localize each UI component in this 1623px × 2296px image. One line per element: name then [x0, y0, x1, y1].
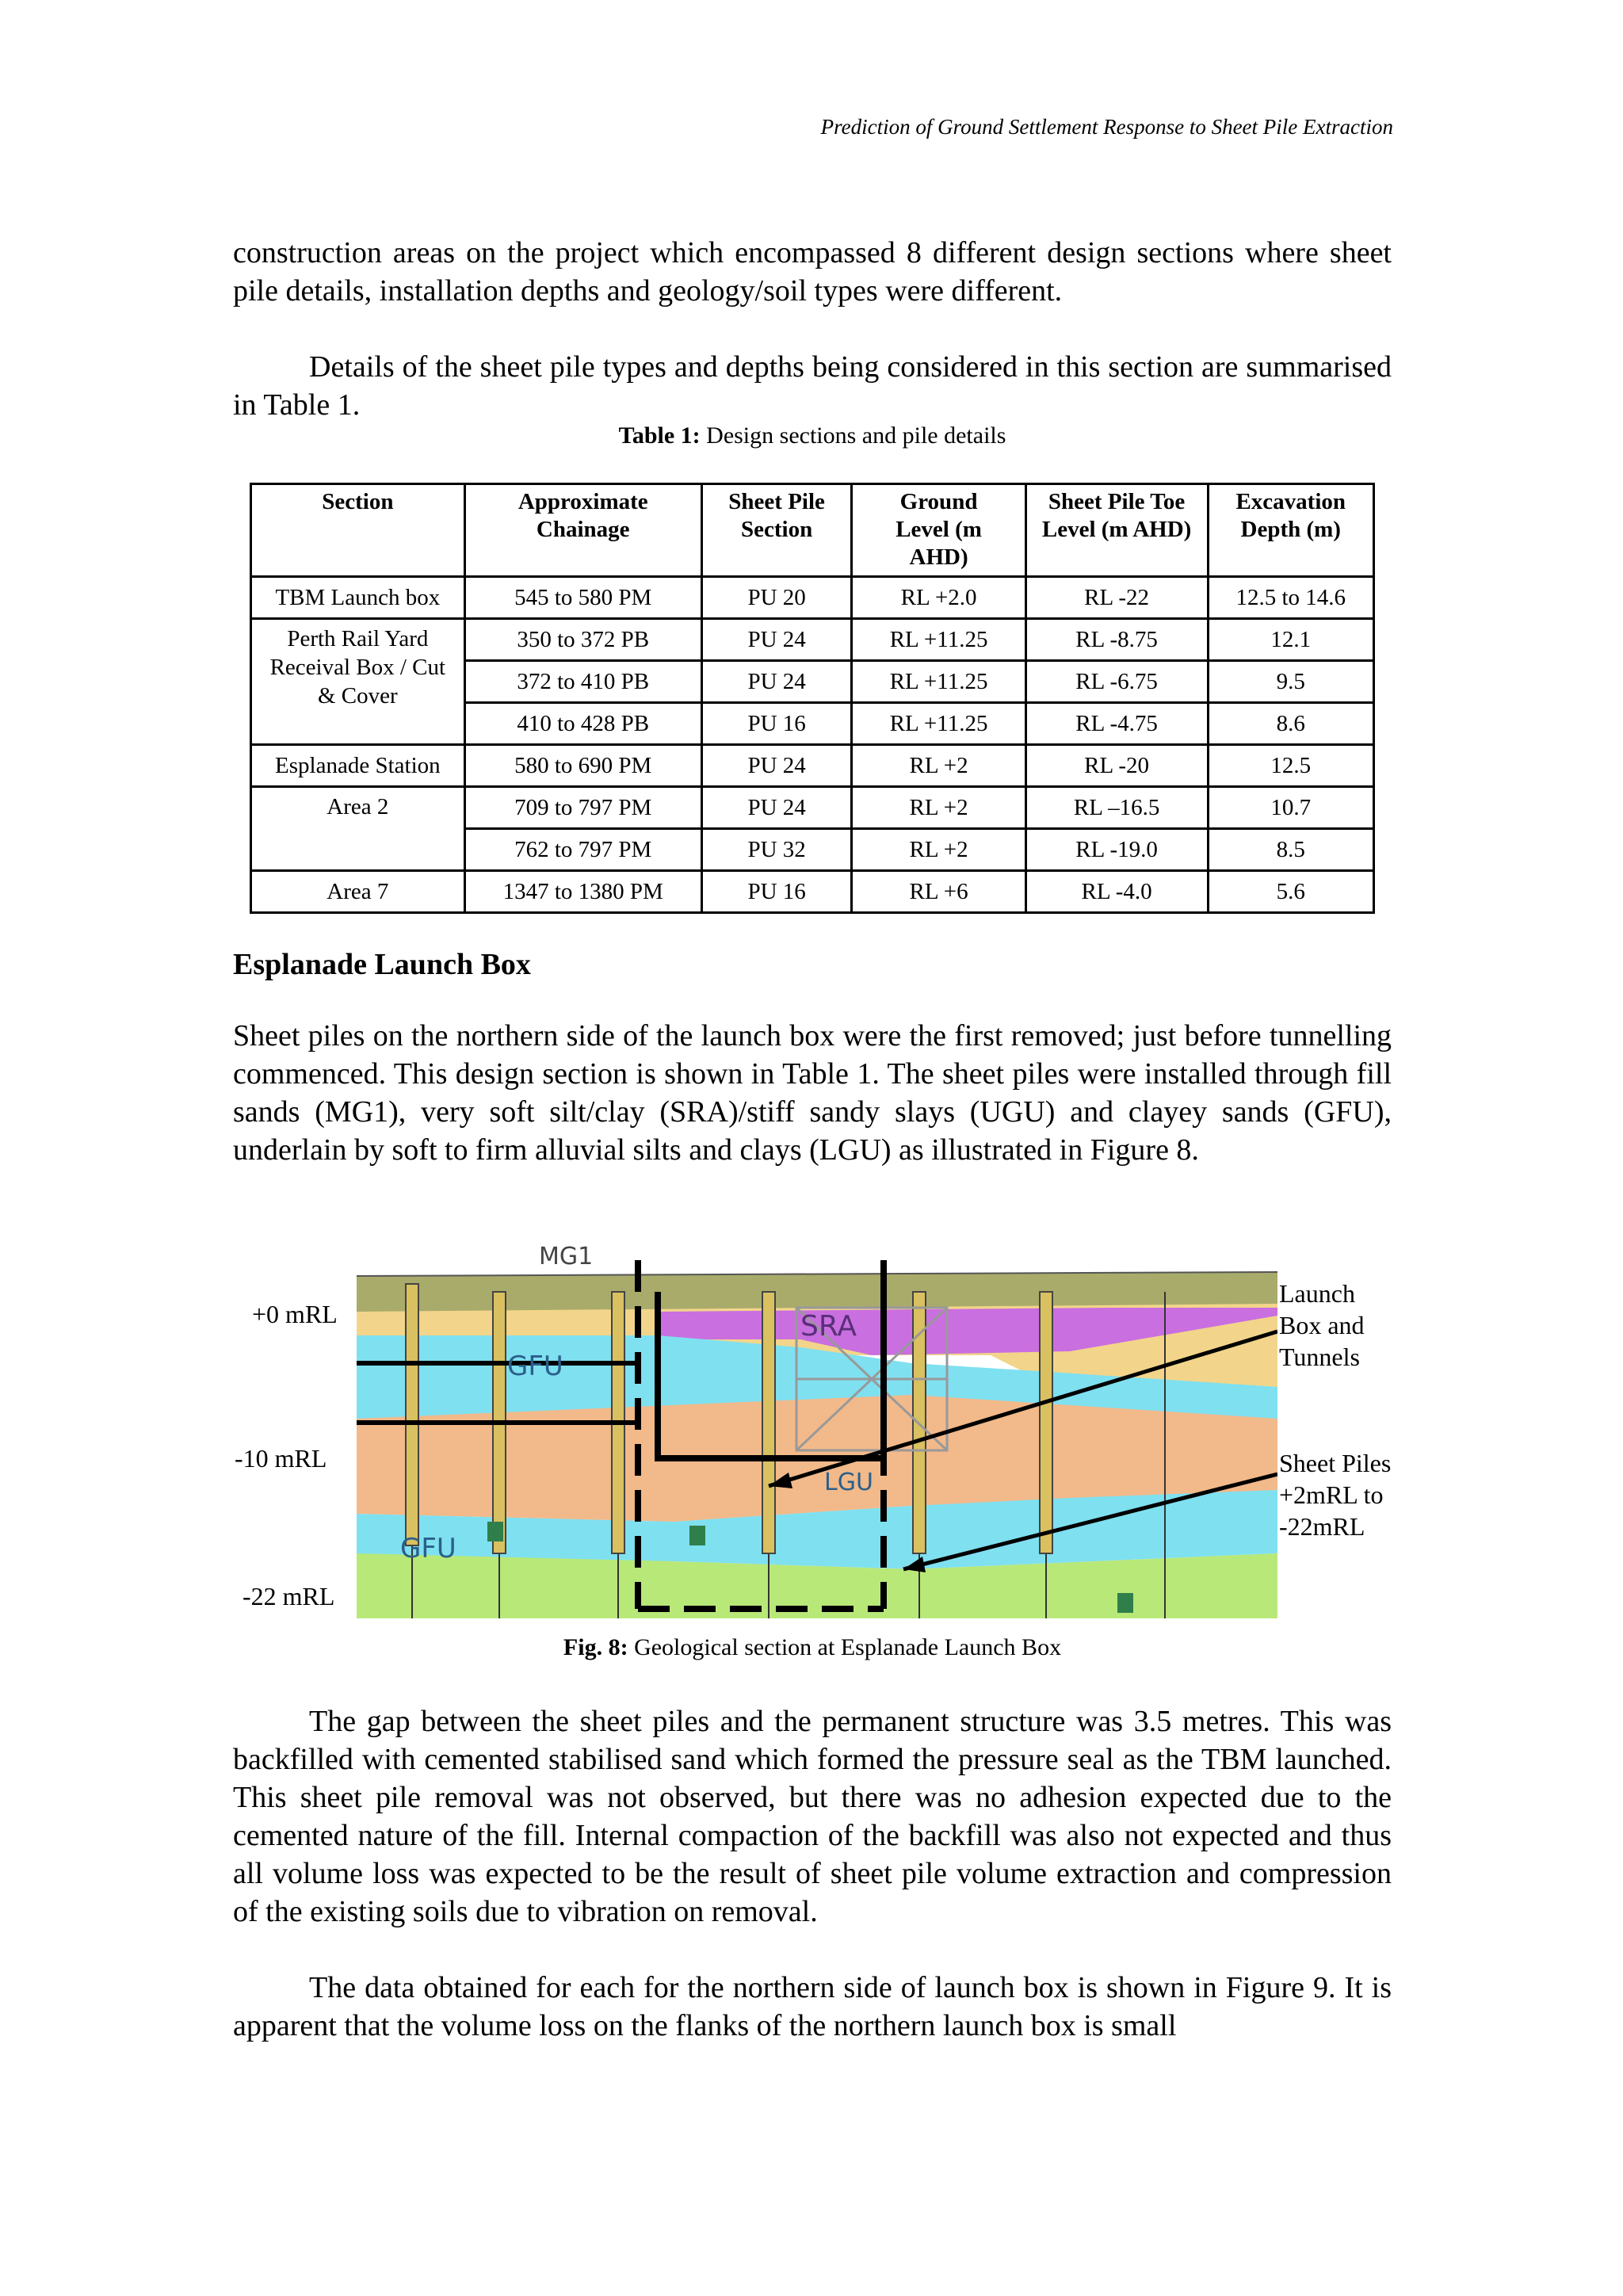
geological-section-figure	[357, 1236, 1277, 1618]
cell-chainage: 350 to 372 PB	[464, 619, 701, 661]
pile-green-block	[487, 1522, 503, 1541]
cell-section: Area 7	[251, 871, 465, 913]
table-row	[251, 577, 1374, 619]
paragraph-4: The gap between the sheet piles and the permanent structure was 3.5 metres. This was backfilled with cemented stabilised sand which formed the pressure seal as the TBM launched. This sheet pile removal was not observed, but there was no adhesion expected due to the cemented nature of the fill. Internal compaction of the backfill was also not expected and thus all volume loss was expected to be the result of sheet pile volume extraction and compression of the existing soils due to vibration on removal.	[233, 1705, 1392, 1928]
design-sections-table	[250, 483, 1375, 914]
column-header-text: Approximate Chainage	[517, 489, 648, 542]
cell-ground: RL +11.25	[852, 703, 1025, 745]
annotation-line: Tunnels	[1279, 1343, 1360, 1371]
cell-depth: 12.5 to 14.6	[1208, 577, 1374, 619]
cell-chainage: 1347 to 1380 PM	[464, 871, 701, 913]
column-header	[464, 484, 701, 577]
table-row	[251, 871, 1374, 913]
table-caption-label: Table 1:	[618, 422, 701, 449]
unit-label-mg1: MG1	[539, 1243, 594, 1270]
annotation-sheet-piles	[1279, 1447, 1391, 1542]
column-header-text: Excavation Depth (m)	[1235, 489, 1346, 542]
table-row	[251, 745, 1374, 787]
cell-depth: 12.1	[1208, 619, 1374, 661]
unit-label-gfu: GFU	[507, 1350, 563, 1382]
cell-pile: PU 24	[701, 745, 852, 787]
level-label-22: -22 mRL	[242, 1582, 335, 1610]
cell-depth: 8.5	[1208, 829, 1374, 871]
cell-depth: 10.7	[1208, 787, 1374, 829]
annotation-line: Launch	[1279, 1279, 1355, 1308]
cell-pile: PU 20	[701, 577, 852, 619]
table-row	[251, 787, 1374, 829]
cell-pile: PU 24	[701, 661, 852, 703]
cell-chainage: 762 to 797 PM	[464, 829, 701, 871]
cell-pile: PU 32	[701, 829, 852, 871]
cell-chainage: 372 to 410 PB	[464, 661, 701, 703]
column-header-text: Sheet Pile Section	[728, 489, 825, 542]
cell-ground: RL +11.25	[852, 619, 1025, 661]
level-label-0: +0 mRL	[252, 1300, 338, 1328]
unit-label-gfu-lower: GFU	[400, 1533, 456, 1564]
pile-column	[762, 1292, 775, 1553]
cell-ground: RL +6	[852, 871, 1025, 913]
cell-section-text: Perth Rail Yard Receival Box / Cut & Cover	[269, 626, 446, 709]
cell-section: TBM Launch box	[251, 577, 465, 619]
annotation-launch-box	[1279, 1278, 1365, 1373]
cell-chainage: 580 to 690 PM	[464, 745, 701, 787]
cell-toe: RL -19.0	[1025, 829, 1208, 871]
column-header-text: Ground Level (m AHD)	[896, 489, 982, 570]
cell-toe: RL -4.0	[1025, 871, 1208, 913]
running-header: Prediction of Ground Settlement Response to Sheet Pile Extraction	[820, 115, 1393, 139]
cell-pile: PU 16	[701, 703, 852, 745]
cell-section: Esplanade Station	[251, 745, 465, 787]
column-header: Section	[251, 484, 465, 577]
paragraph-1: construction areas on the project which encompassed 8 different design sections where sheet pile details, installation depths and geology/soil types were different.	[233, 236, 1392, 308]
column-header	[701, 484, 852, 577]
table-caption-text: Design sections and pile details	[700, 422, 1006, 449]
cell-pile: PU 24	[701, 787, 852, 829]
cell-section	[251, 619, 465, 745]
pile-green-block	[1117, 1593, 1133, 1613]
table-header-row	[251, 484, 1374, 577]
cell-chainage: 709 to 797 PM	[464, 787, 701, 829]
unit-label-sra: SRA	[800, 1310, 857, 1343]
table-caption	[233, 422, 1392, 449]
figure-caption	[233, 1634, 1392, 1661]
cell-toe: RL -6.75	[1025, 661, 1208, 703]
level-label-10: -10 mRL	[235, 1444, 327, 1473]
cell-ground: RL +2.0	[852, 577, 1025, 619]
cell-toe: RL -20	[1025, 745, 1208, 787]
annotation-line: Box and	[1279, 1311, 1365, 1339]
cell-toe: RL -8.75	[1025, 619, 1208, 661]
cell-chainage: 410 to 428 PB	[464, 703, 701, 745]
column-header	[852, 484, 1025, 577]
cell-pile: PU 24	[701, 619, 852, 661]
cell-chainage: 545 to 580 PM	[464, 577, 701, 619]
cell-ground: RL +2	[852, 787, 1025, 829]
cell-toe: RL -22	[1025, 577, 1208, 619]
unit-label-lgu: LGU	[824, 1469, 873, 1496]
cell-ground: RL +11.25	[852, 661, 1025, 703]
pile-green-block	[689, 1526, 705, 1545]
annotation-line: -22mRL	[1279, 1512, 1365, 1541]
cell-depth: 9.5	[1208, 661, 1374, 703]
cell-section: Area 2	[251, 787, 465, 871]
figure-caption-label: Fig. 8:	[563, 1634, 628, 1660]
paragraph-2: Details of the sheet pile types and depths being considered in this section are summarised in Table 1.	[233, 350, 1392, 422]
paragraph-3: Sheet piles on the northern side of the launch box were the first removed; just before tunnelling commenced. This design section is shown in Table 1. The sheet piles were installed through fill sands (MG1), very soft silt/clay (SRA)/stiff sandy slays (UGU) and clayey sands (GFU), underlain by soft to firm alluvial silts and clays (LGU) as illustrated in Figure 8.	[233, 1019, 1392, 1167]
cell-ground: RL +2	[852, 745, 1025, 787]
table-row	[251, 619, 1374, 661]
section-heading: Esplanade Launch Box	[233, 948, 531, 981]
cell-ground: RL +2	[852, 829, 1025, 871]
column-header	[1025, 484, 1208, 577]
column-header	[1208, 484, 1374, 577]
cell-toe: RL –16.5	[1025, 787, 1208, 829]
cell-toe: RL -4.75	[1025, 703, 1208, 745]
pile-column	[1040, 1292, 1052, 1553]
cell-depth: 8.6	[1208, 703, 1374, 745]
annotation-line: Sheet Piles	[1279, 1449, 1392, 1477]
cell-pile: PU 16	[701, 871, 852, 913]
cell-depth: 12.5	[1208, 745, 1374, 787]
annotation-line: +2mRL to	[1279, 1480, 1384, 1509]
paragraph-5: The data obtained for each for the northern side of launch box is shown in Figure 9. It is apparent that the volume loss on the flanks of the northern launch box is small	[233, 1971, 1392, 2042]
column-header-text: Sheet Pile Toe Level (m AHD)	[1041, 489, 1192, 542]
figure-caption-text: Geological section at Esplanade Launch Box	[628, 1634, 1062, 1660]
cell-depth: 5.6	[1208, 871, 1374, 913]
pile-column	[406, 1284, 418, 1545]
